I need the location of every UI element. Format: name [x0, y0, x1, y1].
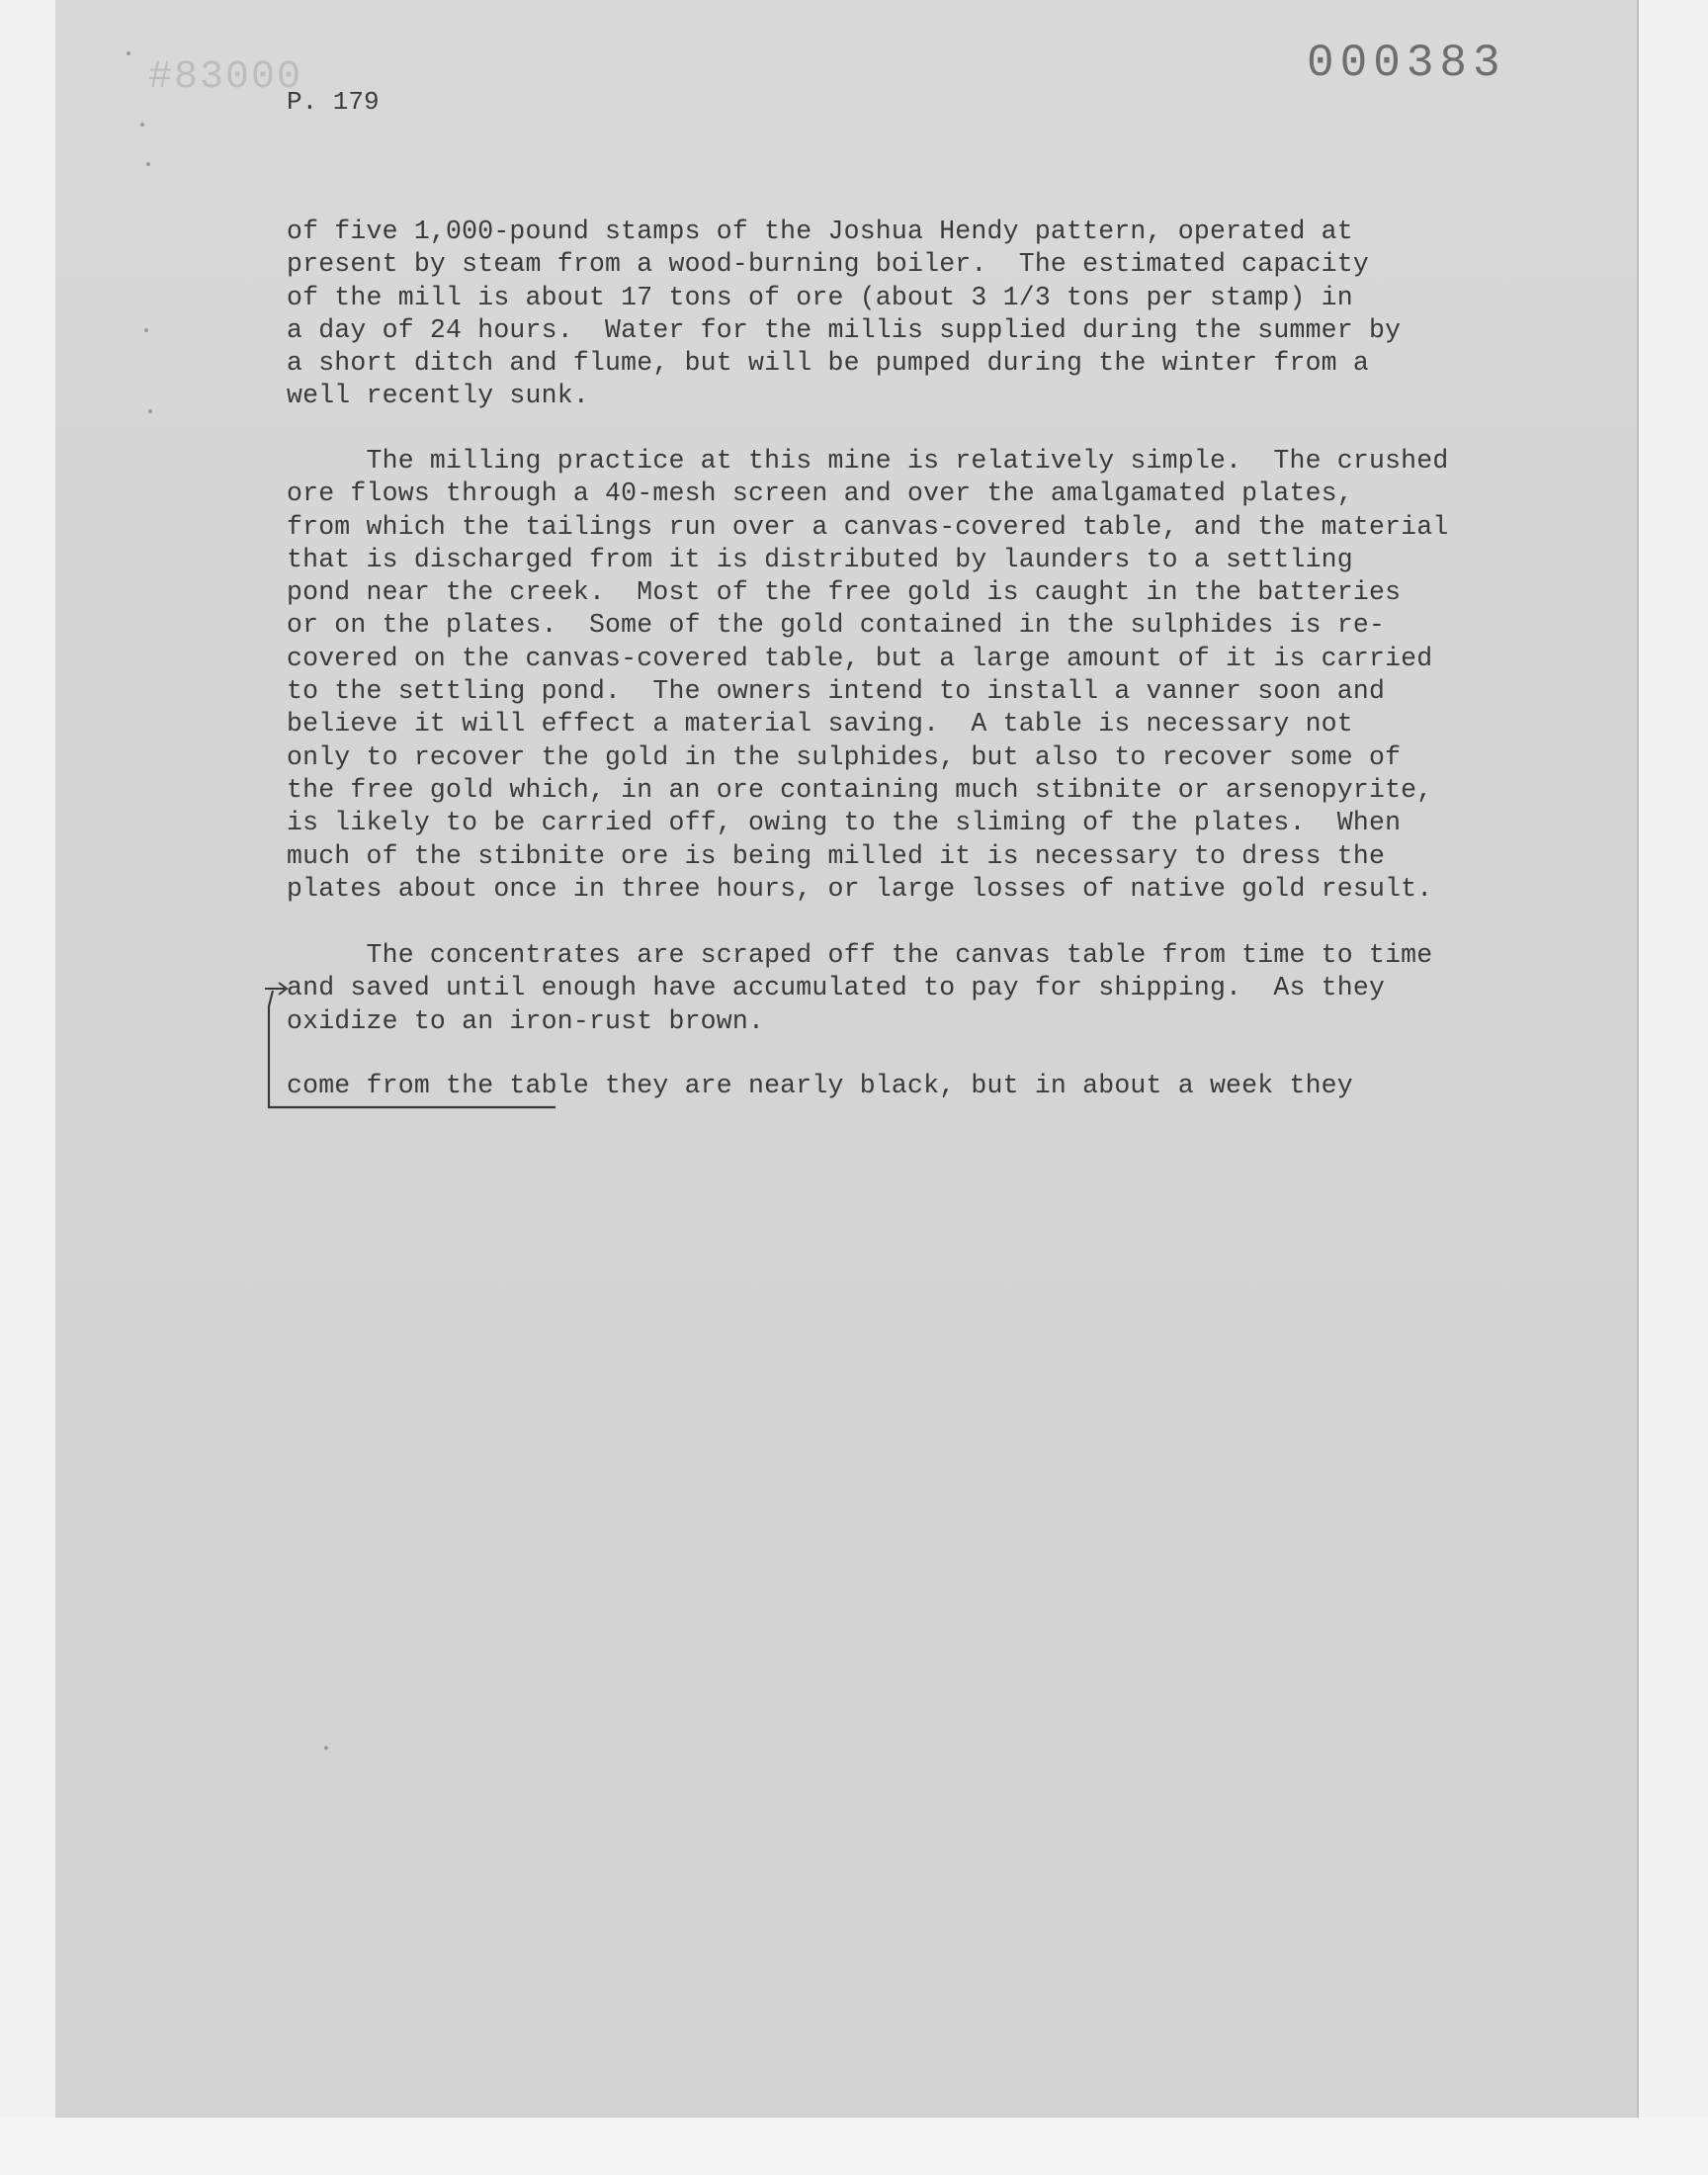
- page-reference: P. 179: [287, 87, 380, 117]
- paragraph-concentrates: The concentrates are scraped off the canvas table from time to time and saved until enough have accumulated to pay for shipping. As they oxidize to an iron-rust brown.: [287, 940, 1433, 1036]
- editorial-insert-bracket: [259, 977, 555, 1111]
- scan-speck: [146, 162, 150, 166]
- document-stamp-number: 000383: [1307, 38, 1506, 89]
- faded-stamp-number: #83000: [148, 55, 303, 100]
- scan-speck: [140, 123, 144, 127]
- scan-speck: [324, 1746, 328, 1750]
- scan-speck: [127, 51, 130, 55]
- scan-bottom-margin: [0, 2118, 1708, 2175]
- paragraph-stamp-mill: of five 1,000-pound stamps of the Joshua Hendy pattern, operated at present by steam from a wood-burning boiler. The estimated capacity of the mill is about 17 tons of ore (about 3 1/3 tons per stamp) in a day of 24 hours. Water for the millis supplied during the summer by a short ditch and flume, but will be pumped during the winter from a well recently sunk.: [287, 217, 1402, 411]
- scan-speck: [148, 409, 152, 413]
- paragraph-inserted-line: come from the table they are nearly black, but in about a week they: [287, 1071, 1353, 1100]
- paragraph-milling-practice: The milling practice at this mine is relatively simple. The crushed ore flows through a 40-mesh screen and over the amalgamated plates, from which the tailings run over a canvas-covered table, and the material that is discharged from it is distributed by launders to a settling pond near the creek. Most of the free gold is caught in the batteries or on the plates. Some of the gold contained in the sulphides is re- covered on the canvas-covered table, but a large amount of it is carried to the settling pond. The owners intend to install a vanner soon and believe it will effect a material saving. A table is necessary not only to recover the gold in the sulphides, but also to recover some of the free gold which, in an ore containing much stibnite or arsenopyrite, is likely to be carried off, owing to the sliming of the plates. When much of the stibnite ore is being milled it is necessary to dress the plates about once in three hours, or large losses of native gold result.: [287, 446, 1449, 904]
- scan-speck: [144, 328, 148, 332]
